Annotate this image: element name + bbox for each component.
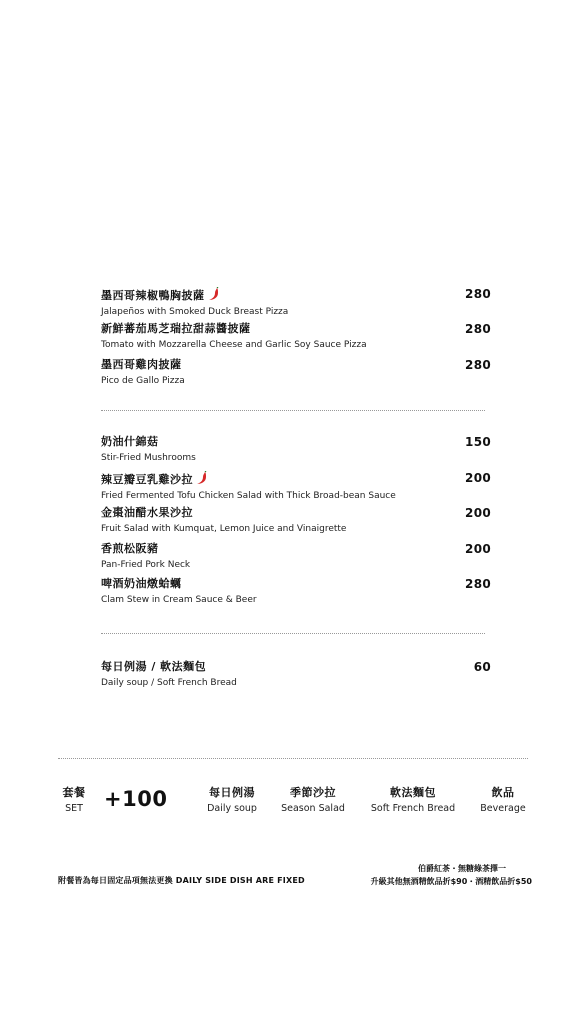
item-name-zh: 金棗油醋水果沙拉 xyxy=(101,506,193,519)
item-name-zh: 每日例湯 / 軟法麵包 xyxy=(101,660,207,673)
item-name-zh: 啤酒奶油燉蛤蠣 xyxy=(101,577,182,590)
item-name-en: Tomato with Mozzarella Cheese and Garlic Soy Sauce Pizza xyxy=(101,340,367,350)
item-name-zh: 墨西哥辣椒鴨胸披薩 xyxy=(101,289,205,302)
item-price: 150 xyxy=(465,435,491,449)
drink-choice-line: 伯爵紅茶・無糖綠茶擇一 xyxy=(418,864,506,873)
item-name-zh: 墨西哥雞肉披薩 xyxy=(101,358,182,371)
item-name-en: Fruit Salad with Kumquat, Lemon Juice and Vinaigrette xyxy=(101,524,347,534)
set-item-zh: 季節沙拉 xyxy=(290,786,336,799)
item-name-en: Pan-Fried Pork Neck xyxy=(101,560,191,570)
menu-item xyxy=(101,542,491,571)
section-divider xyxy=(101,633,485,634)
set-label-zh: 套餐 xyxy=(62,786,86,799)
item-name-en: Fried Fermented Tofu Chicken Salad with Thick Broad-bean Sauce xyxy=(101,491,396,501)
menu-item xyxy=(101,471,491,502)
section-divider xyxy=(58,758,528,759)
set-label-en: SET xyxy=(65,803,83,814)
item-price: 280 xyxy=(465,577,491,591)
item-price: 280 xyxy=(465,358,491,372)
set-item-en: Daily soup xyxy=(207,803,257,814)
item-name-en: Jalapeños with Smoked Duck Breast Pizza xyxy=(101,307,289,317)
item-name-zh: 辣豆瓣豆乳雞沙拉 xyxy=(101,473,193,486)
menu-item xyxy=(101,506,491,535)
item-name-en: Clam Stew in Cream Sauce & Beer xyxy=(101,595,257,605)
chili-pepper-icon xyxy=(208,287,220,301)
item-price: 280 xyxy=(465,287,491,301)
fixed-side-dish-note: 附餐皆為每日固定品項無法更換 DAILY SIDE DISH ARE FIXED xyxy=(58,876,305,885)
item-name-zh: 奶油什錦菇 xyxy=(101,435,159,448)
set-item xyxy=(274,786,352,815)
menu-item xyxy=(101,322,491,351)
item-name-en: Pico de Gallo Pizza xyxy=(101,376,185,386)
menu-item xyxy=(101,660,491,689)
set-item xyxy=(360,786,466,815)
set-item-zh: 軟法麵包 xyxy=(390,786,436,799)
item-price: 200 xyxy=(465,542,491,556)
menu-item xyxy=(101,577,491,606)
menu-item xyxy=(101,287,491,318)
menu-item xyxy=(101,435,491,464)
drink-upgrade-line: 升級其他無酒精飲品折$90・酒精飲品折$50 xyxy=(370,877,532,886)
item-price: 280 xyxy=(465,322,491,336)
item-name-zh: 新鮮蕃茄馬芝瑞拉甜蒜醬披薩 xyxy=(101,322,251,335)
set-item-en: Beverage xyxy=(480,803,526,814)
set-item xyxy=(474,786,532,815)
item-name-en: Daily soup / Soft French Bread xyxy=(101,678,237,688)
set-item-en: Season Salad xyxy=(281,803,345,814)
set-item-zh: 每日例湯 xyxy=(209,786,255,799)
set-item-zh: 飲品 xyxy=(491,786,515,799)
drink-upgrade-note xyxy=(352,862,532,888)
set-label xyxy=(58,786,90,815)
item-price: 200 xyxy=(465,506,491,520)
section-divider xyxy=(101,410,485,411)
item-name-zh: 香煎松阪豬 xyxy=(101,542,159,555)
item-price: 60 xyxy=(473,660,491,674)
item-price: 200 xyxy=(465,471,491,485)
item-name-en: Stir-Fried Mushrooms xyxy=(101,453,196,463)
set-price-addon: +100 xyxy=(104,787,168,811)
chili-pepper-icon xyxy=(196,471,208,485)
set-item-en: Soft French Bread xyxy=(370,803,456,814)
set-item xyxy=(196,786,268,815)
menu-item xyxy=(101,358,491,387)
